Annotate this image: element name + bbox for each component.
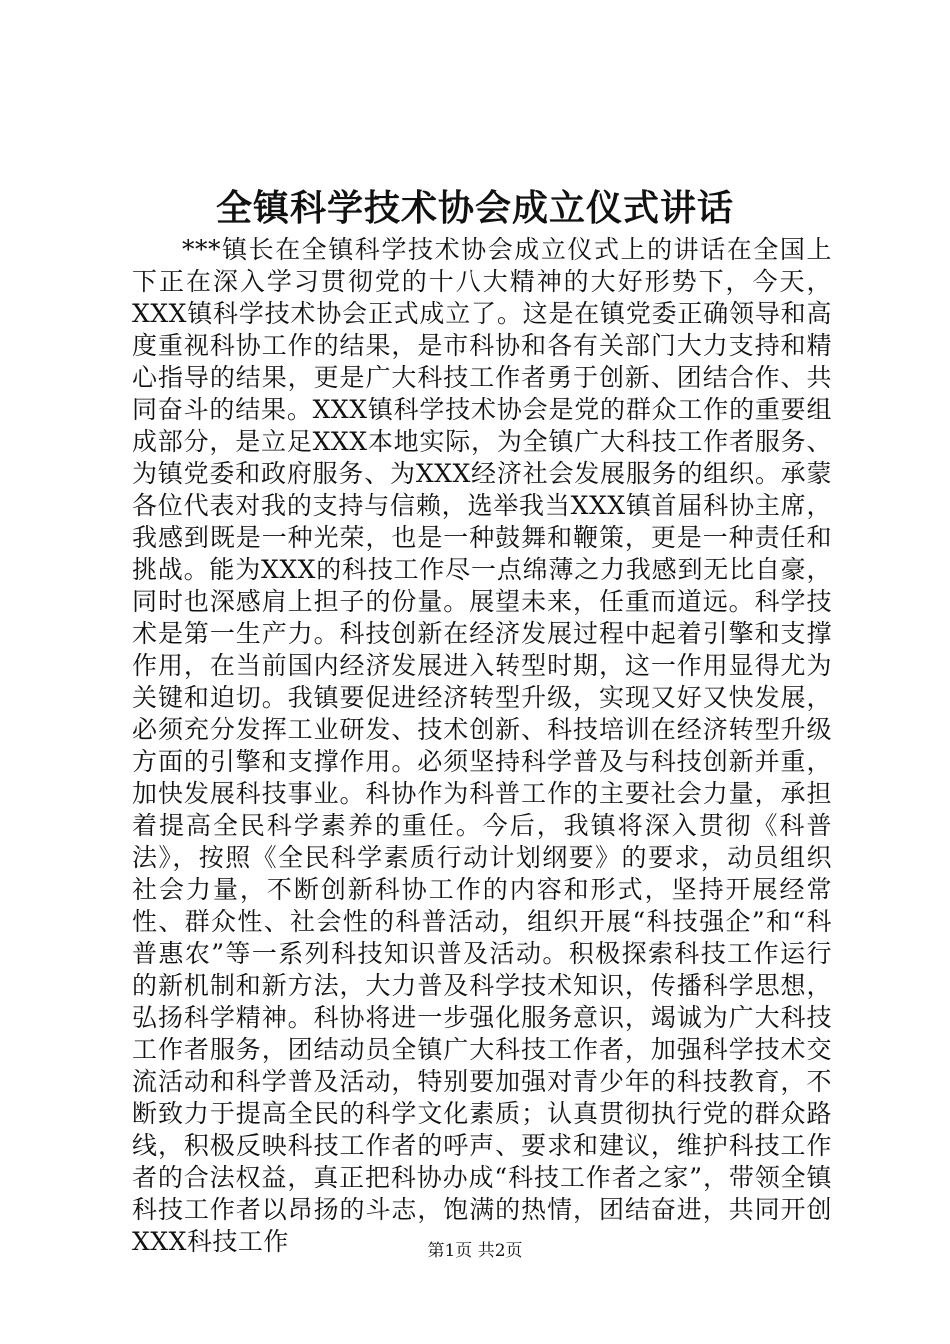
- document-title: 全镇科学技术协会成立仪式讲话: [215, 187, 734, 229]
- document-body-paragraph: ***镇长在全镇科学技术协会成立仪式上的讲话在全国上下正在深入学习贯彻党的十八大精神的大好形势下，今天，XXX镇科学技术协会正式成立了。这是在镇党委正确领导和高度重视科协工作的结果，是市科协和各有关部门大力支持和精心指导的结果，更是广大科技工作者勇于创新、团结合作、共同奋斗的结果。XXX镇科学技术协会是党的群众工作的重要组成部分，是立足XXX本地实际，为全镇广大科技工作者服务、为镇党委和政府服务、为XXX经济社会发展服务的组织。承蒙各位代表对我的支持与信赖，选举我当XXX镇首届科协主席，我感到既是一种光荣，也是一种鼓舞和鞭策，更是一种责任和挑战。能为XXX的科技工作尽一点绵薄之力我感到无比自豪，同时也深感肩上担子的份量。展望未来，任重而道远。科学技术是第一生产力。科技创新在经济发展过程中起着引擎和支撑作用，在当前国内经济发展进入转型时期，这一作用显得尤为关键和迫切。我镇要促进经济转型升级，实现又好又快发展，必须充分发挥工业研发、技术创新、科技培训在经济转型升级方面的引擎和支撑作用。必须坚持科学普及与科技创新并重，加快发展科技事业。科协作为科普工作的主要社会力量，承担着提高全民科学素养的重任。今后，我镇将深入贯彻《科普法》，按照《全民科学素质行动计划纲要》的要求，动员组织社会力量，不断创新科协工作的内容和形式，坚持开展经常性、群众性、社会性的科普活动，组织开展“科技强企”和“科普惠农”等一系列科技知识普及活动。积极探索科技工作运行的新机制和新方法，大力普及科学技术知识，传播科学思想，弘扬科学精神。科协将进一步强化服务意识，竭诚为广大科技工作者服务，团结动员全镇广大科技工作者，加强科学技术交流活动和科学普及活动，特别要加强对青少年的科技教育，不断致力于提高全民的科学文化素质；认真贯彻执行党的群众路线，积极反映科技工作者的呼声、要求和建议，维护科技工作者的合法权益，真正把科协办成“科技工作者之家”，带领全镇科技工作者以昂扬的斗志，饱满的热情，团结奋进，共同开创XXX科技工作: [132, 235, 832, 1256]
- page-number-footer: 第1页 共2页: [427, 1241, 523, 1261]
